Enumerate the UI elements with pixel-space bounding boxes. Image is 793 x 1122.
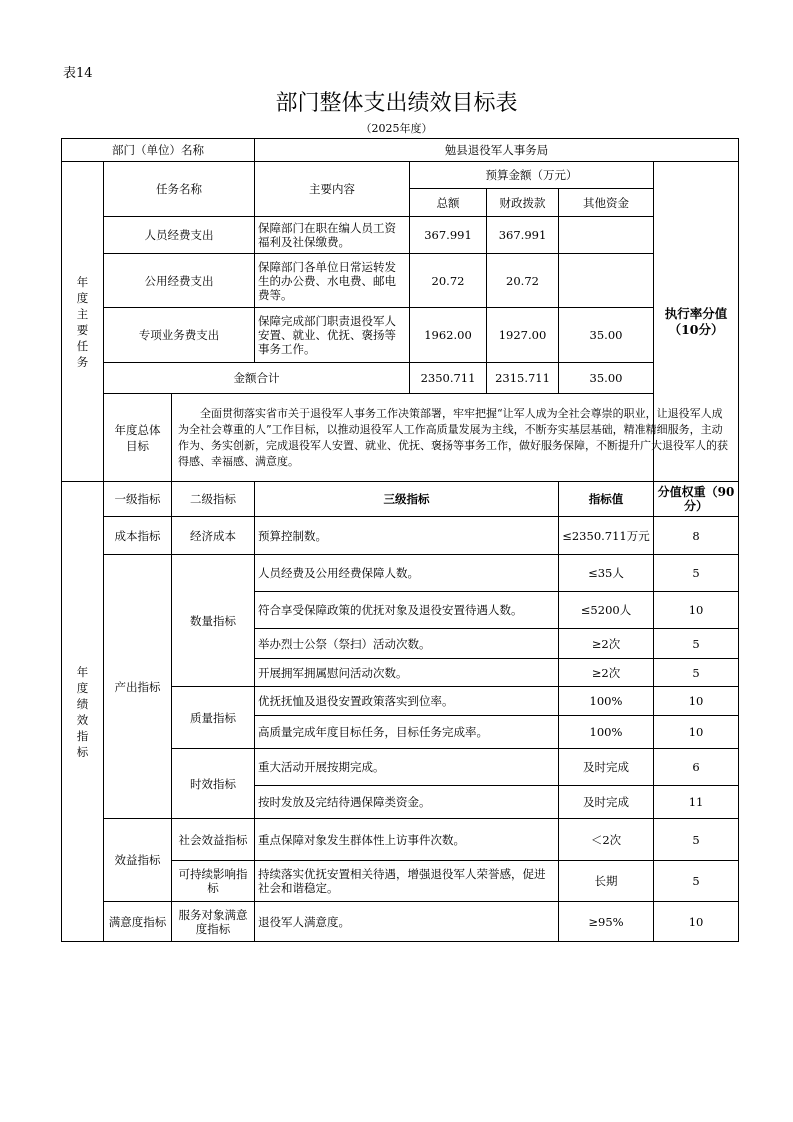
- level1-cell: 满意度指标: [104, 902, 172, 942]
- tasks-side-label: 年度主要任务: [62, 162, 104, 482]
- task-content: 保障部门各单位日常运转发生的办公费、水电费、邮电费等。: [255, 254, 410, 308]
- level1-cell: 成本指标: [104, 517, 172, 555]
- sum-label: 金额合计: [104, 363, 410, 394]
- dept-label: 部门（单位）名称: [62, 139, 255, 162]
- budget-header: 预算金额（万元）: [410, 162, 654, 189]
- overall-target-label: 年度总体目标: [104, 394, 172, 482]
- weight-cell: 5: [654, 861, 739, 902]
- level3-cell: 开展拥军拥属慰问活动次数。: [255, 659, 559, 687]
- level2-cell: 经济成本: [172, 517, 255, 555]
- level3-cell: 重点保障对象发生群体性上访事件次数。: [255, 819, 559, 861]
- level3-cell: 按时发放及完结待遇保障类资金。: [255, 786, 559, 819]
- level3-cell: 持续落实优抚安置相关待遇，增强退役军人荣誉感，促进社会和谐稳定。: [255, 861, 559, 902]
- value-header: 指标值: [559, 482, 654, 517]
- weight-cell: 8: [654, 517, 739, 555]
- level3-cell: 高质量完成年度目标任务，目标任务完成率。: [255, 716, 559, 749]
- level1-cell: 产出指标: [104, 555, 172, 819]
- task-fiscal: 367.991: [487, 217, 559, 254]
- level1-header: 一级指标: [104, 482, 172, 517]
- task-name: 人员经费支出: [104, 217, 255, 254]
- task-total: 367.991: [410, 217, 487, 254]
- task-other: [559, 217, 654, 254]
- table-number: 表14: [63, 66, 93, 81]
- value-cell: 及时完成: [559, 749, 654, 786]
- overall-target-text: 全面贯彻落实省市关于退役军人事务工作决策部署，牢牢把握“让军人成为全社会尊崇的职业，让退役军人成为全社会尊重的人”工作目标，以推动退役军人工作高质量发展为主线，不断夯实基层基础，精准精细服务，主动作为、务实创新，完成退役军人安置、就业、优抚、褒扬等事务工作，做好服务保障，不断提升广大退役军人的获得感、幸福感、满意度。: [172, 394, 739, 482]
- value-cell: ≥2次: [559, 659, 654, 687]
- task-total: 1962.00: [410, 308, 487, 363]
- sum-other: 35.00: [559, 363, 654, 394]
- performance-target-table: [61, 138, 739, 942]
- weight-cell: 6: [654, 749, 739, 786]
- value-cell: ≤5200人: [559, 592, 654, 629]
- weight-cell: 11: [654, 786, 739, 819]
- level2-cell: 可持续影响指标: [172, 861, 255, 902]
- value-cell: ≥95%: [559, 902, 654, 942]
- level3-cell: 重大活动开展按期完成。: [255, 749, 559, 786]
- level2-cell: 质量指标: [172, 687, 255, 749]
- task-other: 35.00: [559, 308, 654, 363]
- value-cell: 100%: [559, 716, 654, 749]
- level3-cell: 退役军人满意度。: [255, 902, 559, 942]
- value-cell: 长期: [559, 861, 654, 902]
- level3-cell: 举办烈士公祭（祭扫）活动次数。: [255, 629, 559, 659]
- task-fiscal: 20.72: [487, 254, 559, 308]
- level3-cell: 符合享受保障政策的优抚对象及退役安置待遇人数。: [255, 592, 559, 629]
- dept-name: 勉县退役军人事务局: [255, 139, 739, 162]
- level3-cell: 人员经费及公用经费保障人数。: [255, 555, 559, 592]
- weight-cell: 10: [654, 716, 739, 749]
- level3-cell: 优抚抚恤及退役安置政策落实到位率。: [255, 687, 559, 716]
- task-content-header: 主要内容: [255, 162, 410, 217]
- execution-rate-label: 执行率分值（10分）: [654, 162, 739, 482]
- weight-cell: 10: [654, 687, 739, 716]
- value-cell: ≥2次: [559, 629, 654, 659]
- level2-cell: 数量指标: [172, 555, 255, 687]
- year-label: （2025年度）: [360, 122, 433, 135]
- value-cell: ＜2次: [559, 819, 654, 861]
- weight-cell: 5: [654, 555, 739, 592]
- sum-fiscal: 2315.711: [487, 363, 559, 394]
- task-name: 公用经费支出: [104, 254, 255, 308]
- task-name-header: 任务名称: [104, 162, 255, 217]
- task-fiscal: 1927.00: [487, 308, 559, 363]
- value-cell: ≤35人: [559, 555, 654, 592]
- weight-header: 分值权重（90分）: [654, 482, 739, 517]
- task-name: 专项业务费支出: [104, 308, 255, 363]
- task-content: 保障部门在职在编人员工资福利及社保缴费。: [255, 217, 410, 254]
- indicators-side-label: 年度绩效指标: [62, 482, 104, 942]
- value-cell: 100%: [559, 687, 654, 716]
- budget-fiscal-header: 财政拨款: [487, 189, 559, 217]
- task-content: 保障完成部门职责退役军人安置、就业、优抚、褒扬等事务工作。: [255, 308, 410, 363]
- sum-total: 2350.711: [410, 363, 487, 394]
- level2-cell: 时效指标: [172, 749, 255, 819]
- weight-cell: 5: [654, 659, 739, 687]
- level2-header: 二级指标: [172, 482, 255, 517]
- page-title: 部门整体支出绩效目标表: [275, 91, 518, 116]
- weight-cell: 10: [654, 902, 739, 942]
- task-total: 20.72: [410, 254, 487, 308]
- weight-cell: 5: [654, 819, 739, 861]
- value-cell: 及时完成: [559, 786, 654, 819]
- level3-header: 三级指标: [255, 482, 559, 517]
- level2-cell: 社会效益指标: [172, 819, 255, 861]
- level1-cell: 效益指标: [104, 819, 172, 902]
- value-cell: ≤2350.711万元: [559, 517, 654, 555]
- weight-cell: 10: [654, 592, 739, 629]
- budget-other-header: 其他资金: [559, 189, 654, 217]
- budget-total-header: 总额: [410, 189, 487, 217]
- weight-cell: 5: [654, 629, 739, 659]
- level2-cell: 服务对象满意度指标: [172, 902, 255, 942]
- task-other: [559, 254, 654, 308]
- level3-cell: 预算控制数。: [255, 517, 559, 555]
